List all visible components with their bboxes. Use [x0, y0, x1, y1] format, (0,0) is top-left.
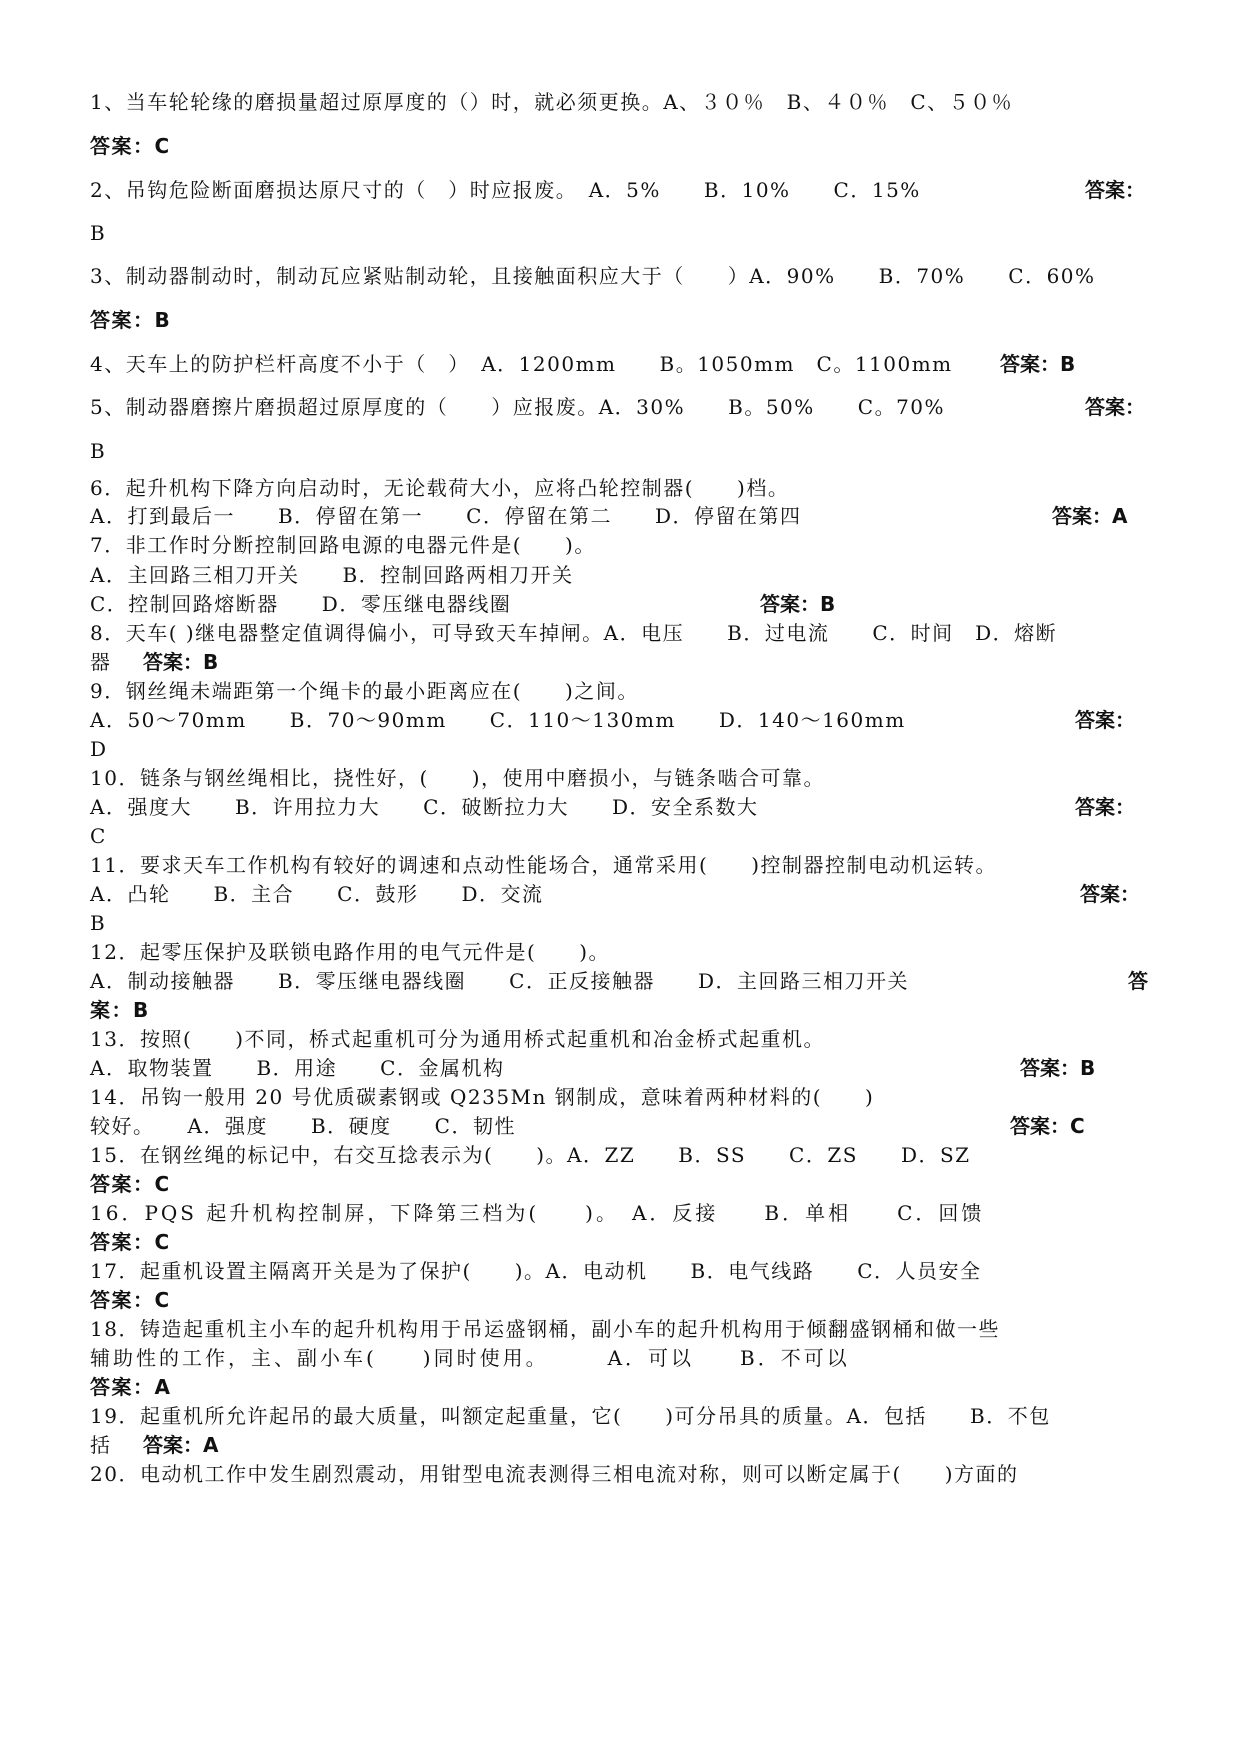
q6-options: A．打到最后一 B．停留在第一 C．停留在第二 D．停留在第四	[90, 504, 802, 528]
q7-text: 7．非工作时分断控制回路电源的电器元件是( )。	[90, 533, 596, 557]
q12-text: 12．起零压保护及联锁电路作用的电气元件是( )。	[90, 940, 611, 964]
q10-answer-label: 答案：	[1075, 795, 1135, 819]
q12-answer-label: 答	[1128, 969, 1148, 993]
q8-answer: 答案：B	[143, 650, 219, 674]
q4-answer: 答案：B	[1000, 352, 1076, 376]
q13-options: A．取物装置 B．用途 C．金属机构	[90, 1056, 505, 1080]
q9-options: A．50～70mm B．70～90mm C．110～130mm D．140～160mm	[90, 708, 906, 732]
q10-options: A．强度大 B．许用拉力大 C．破断拉力大 D．安全系数大	[90, 795, 759, 819]
q15-text: 15．在钢丝绳的标记中，右交互捻表示为( )。A．ZZ B．SS C．ZS D．SZ	[90, 1143, 971, 1167]
q3-answer: 答案：B	[90, 308, 172, 332]
q9-answer-label: 答案：	[1075, 708, 1135, 732]
q12-answer-value: 案：B	[90, 998, 150, 1022]
q1-text: 1、当车轮轮缘的磨损量超过原厚度的（）时，就必须更换。A、３０％ B、４０％ C、５０％	[90, 90, 1014, 114]
q5-text: 5、制动器磨擦片磨损超过原厚度的（ ）应报废。A．30% B。50% C。70%	[90, 395, 946, 419]
q17-answer: 答案：C	[90, 1288, 171, 1312]
q9-answer-value: D	[90, 737, 108, 761]
q11-text: 11．要求天车工作机构有较好的调速和点动性能场合，通常采用( )控制器控制电动机运转。	[90, 853, 998, 877]
q12-options: A．制动接触器 B．零压继电器线圈 C．正反接触器 D．主回路三相刀开关	[90, 969, 909, 993]
q18-text-cont: 辅助性的工作，主、副小车( )同时使用。 A．可以 B．不可以	[90, 1346, 850, 1370]
q19-text-cont: 括	[90, 1433, 112, 1457]
q7-options-row1: A．主回路三相刀开关 B．控制回路两相刀开关	[90, 563, 574, 587]
q13-answer: 答案：B	[1020, 1056, 1096, 1080]
q14-options: 较好。 A．强度 B．硬度 C．韧性	[90, 1114, 516, 1138]
q5-answer-value: B	[90, 439, 107, 463]
q11-answer-label: 答案：	[1080, 882, 1140, 906]
q4-text: 4、天车上的防护栏杆高度不小于（ ） A．1200mm B。1050mm C。1100mm	[90, 352, 953, 376]
q14-text: 14．吊钩一般用 20 号优质碳素钢或 Q235Mn 钢制成，意味着两种材料的( )	[90, 1085, 875, 1109]
q11-answer-value: B	[90, 911, 107, 935]
q18-answer: 答案：A	[90, 1375, 172, 1399]
q16-text: 16．PQS 起升机构控制屏，下降第三档为( )。 A．反接 B．单相 C．回馈	[90, 1201, 985, 1225]
q15-answer: 答案：C	[90, 1172, 171, 1196]
q19-text: 19．起重机所允许起吊的最大质量，叫额定起重量，它( )可分吊具的质量。A．包括 B．不包	[90, 1404, 1051, 1428]
q2-answer-value: B	[90, 221, 107, 245]
q20-text: 20．电动机工作中发生剧烈震动，用钳型电流表测得三相电流对称，则可以断定属于( )方面的	[90, 1462, 1019, 1486]
q19-answer: 答案：A	[143, 1433, 219, 1457]
q17-text: 17．起重机设置主隔离开关是为了保护( )。A．电动机 B．电气线路 C．人员安全	[90, 1259, 982, 1283]
q2-answer-label: 答案：	[1085, 178, 1145, 202]
q7-answer: 答案：B	[760, 592, 836, 616]
q7-options-row2: C．控制回路熔断器 D．零压继电器线圈	[90, 592, 512, 616]
q18-text: 18．铸造起重机主小车的起升机构用于吊运盛钢桶，副小车的起升机构用于倾翻盛钢桶和做一些	[90, 1317, 1000, 1341]
q5-answer-label: 答案：	[1085, 395, 1145, 419]
q13-text: 13．按照( )不同，桥式起重机可分为通用桥式起重机和冶金桥式起重机。	[90, 1027, 826, 1051]
q14-answer: 答案：C	[1010, 1114, 1085, 1138]
q8-text: 8．天车( )继电器整定值调得偏小，可导致天车掉闸。A．电压 B．过电流 C．时间 D．熔断	[90, 621, 1058, 645]
q1-answer: 答案：C	[90, 134, 171, 158]
q11-options: A．凸轮 B．主合 C．鼓形 D．交流	[90, 882, 544, 906]
q8-text-cont: 器	[90, 650, 112, 674]
q6-answer: 答案：A	[1052, 504, 1128, 528]
q10-answer-value: C	[90, 824, 107, 848]
q16-answer: 答案：C	[90, 1230, 171, 1254]
q2-text: 2、吊钩危险断面磨损达原尺寸的（ ）时应报废。 A．5% B．10% C．15%	[90, 178, 921, 202]
q6-text: 6．起升机构下降方向启动时，无论载荷大小，应将凸轮控制器( )档。	[90, 476, 790, 500]
q9-text: 9．钢丝绳未端距第一个绳卡的最小距离应在( )之间。	[90, 679, 639, 703]
q10-text: 10．链条与钢丝绳相比，挠性好，( )，使用中磨损小，与链条啮合可靠。	[90, 766, 826, 790]
q3-text: 3、制动器制动时，制动瓦应紧贴制动轮，且接触面积应大于（ ）A．90% B．70% C．60%	[90, 264, 1096, 288]
